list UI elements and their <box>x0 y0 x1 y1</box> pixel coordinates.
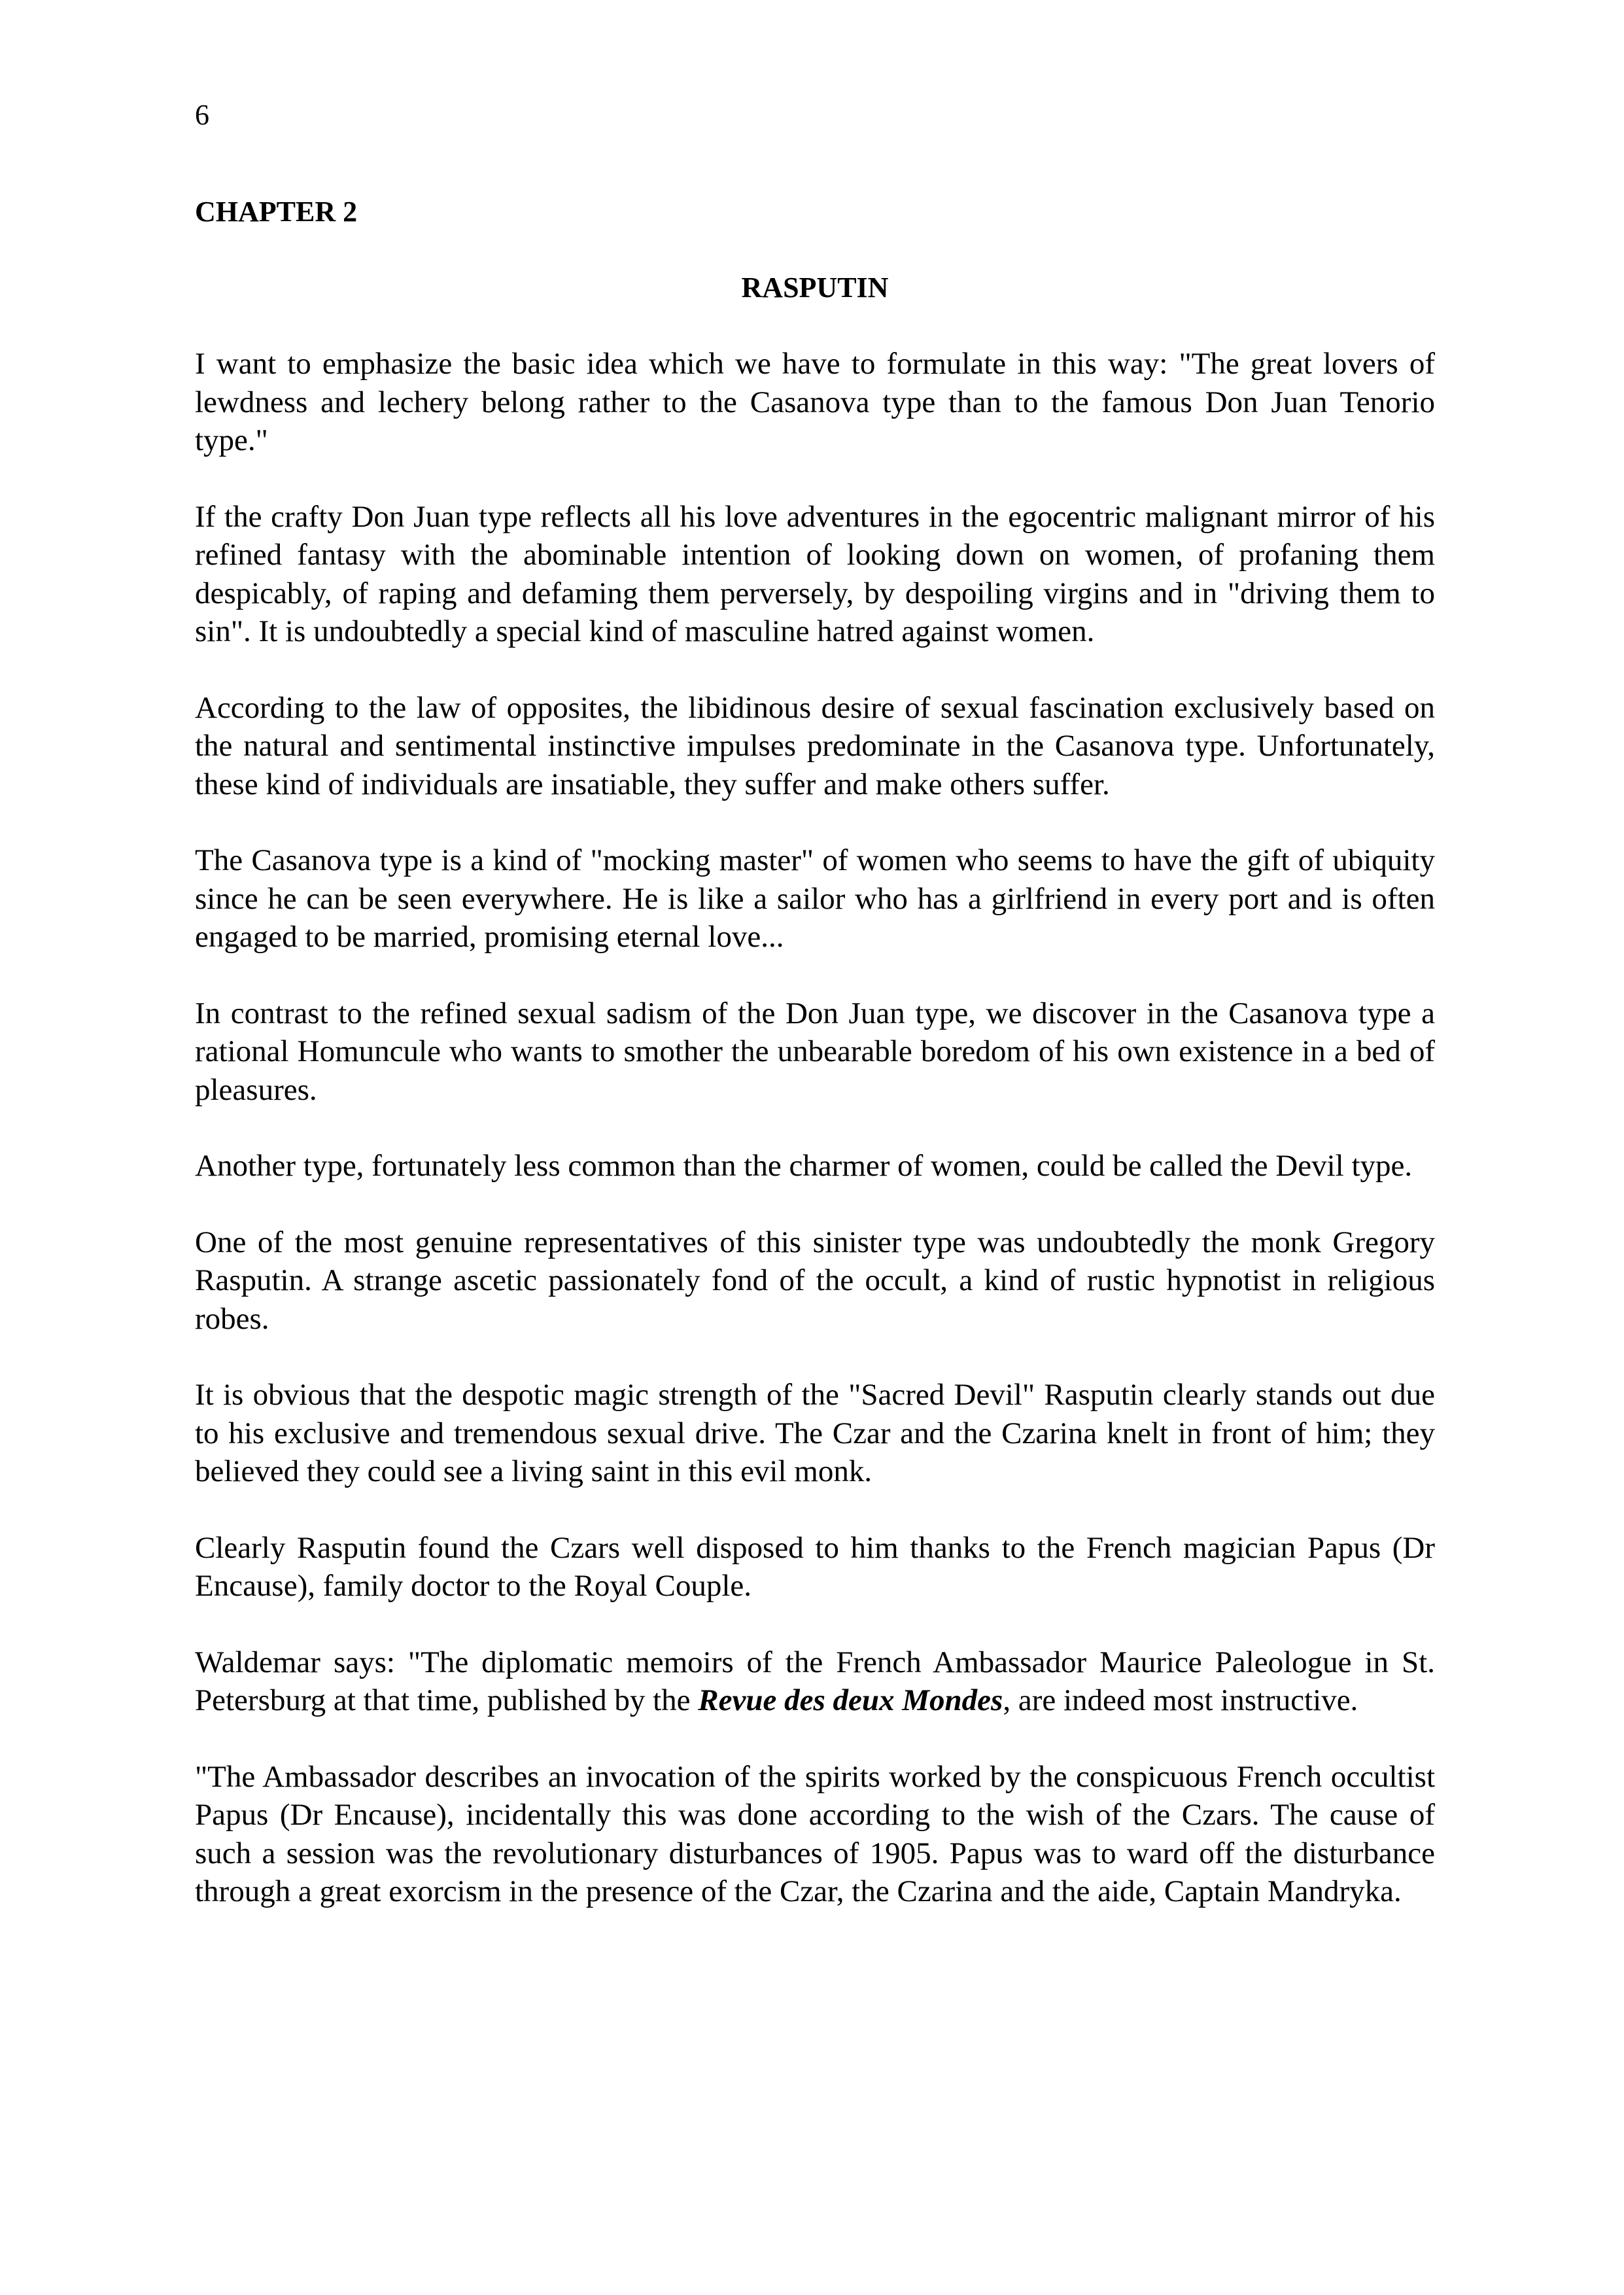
body-text <box>195 345 1435 1949</box>
page-number: 6 <box>195 99 209 131</box>
waldemar-text-end: , are indeed most instructive. <box>1003 1683 1358 1717</box>
waldemar-text-start: Waldemar says: "The diplomatic memoirs of the French Ambassador Maurice Paleologue in St. Petersburg at that time, published by the <box>195 1645 1435 1717</box>
page-title: RASPUTIN <box>741 272 889 304</box>
paragraph: Another type, fortunately less common than the charmer of women, could be called the Devil type. <box>195 1149 1413 1183</box>
paragraph: It is obvious that the despotic magic strength of the "Sacred Devil" Rasputin clearly stands out due to his exclusive and tremendous sexual drive. The Czar and the Czarina knelt in front of him; they believed they could see a living saint in this evil monk. <box>195 1378 1435 1488</box>
chapter-heading: CHAPTER 2 <box>195 196 358 228</box>
publication-title: Revue des deux Mondes <box>698 1683 1003 1717</box>
paragraph: The Casanova type is a kind of "mocking master" of women who seems to have the gift of ubiquity since he can be seen everywhere. He is like a sailor who has a girlfriend in every port and is often engaged to be married, promising eternal love... <box>195 843 1435 954</box>
paragraph-final: "The Ambassador describes an invocation of the spirits worked by the conspicuous French occultist Papus (Dr Encause), incidentally this was done according to the wish of the Czars. The cause of such a session was the revolutionary disturbances of 1905. Papus was to ward off the disturbance through a great exorcism in the presence of the Czar, the Czarina and the aide, Captain Mandryka. <box>195 1759 1435 1908</box>
paragraph: In contrast to the refined sexual sadism of the Don Juan type, we discover in the Casanova type a rational Homuncule who wants to smother the unbearable boredom of his own existence in a bed of pleasures. <box>195 996 1435 1107</box>
paragraph: One of the most genuine representatives of this sinister type was undoubtedly the monk Gregory Rasputin. A strange ascetic passionately fond of the occult, a kind of rustic hypnotist in religious robes. <box>195 1225 1435 1336</box>
paragraph-waldemar <box>195 1643 1435 1720</box>
paragraph: I want to emphasize the basic idea which we have to formulate in this way: "The great lovers of lewdness and lechery belong rather to the Casanova type than to the famous Don Juan Tenorio type." <box>195 347 1435 457</box>
paragraph: Clearly Rasputin found the Czars well disposed to him thanks to the French magician Papus (Dr Encause), family doctor to the Royal Couple. <box>195 1530 1435 1603</box>
paragraph: According to the law of opposites, the libidinous desire of sexual fascination exclusively based on the natural and sentimental instinctive impulses predominate in the Casanova type. Unfortunately, these kind of individuals are insatiable, they suffer and make others suffer. <box>195 690 1435 801</box>
paragraph: If the crafty Don Juan type reflects all his love adventures in the egocentric malignant mirror of his refined fantasy with the abominable intention of looking down on women, of profaning them despicably, of raping and defaming them perversely, by despoiling virgins and in "driving them to sin". It is undoubtedly a special kind of masculine hatred against women. <box>195 499 1435 648</box>
